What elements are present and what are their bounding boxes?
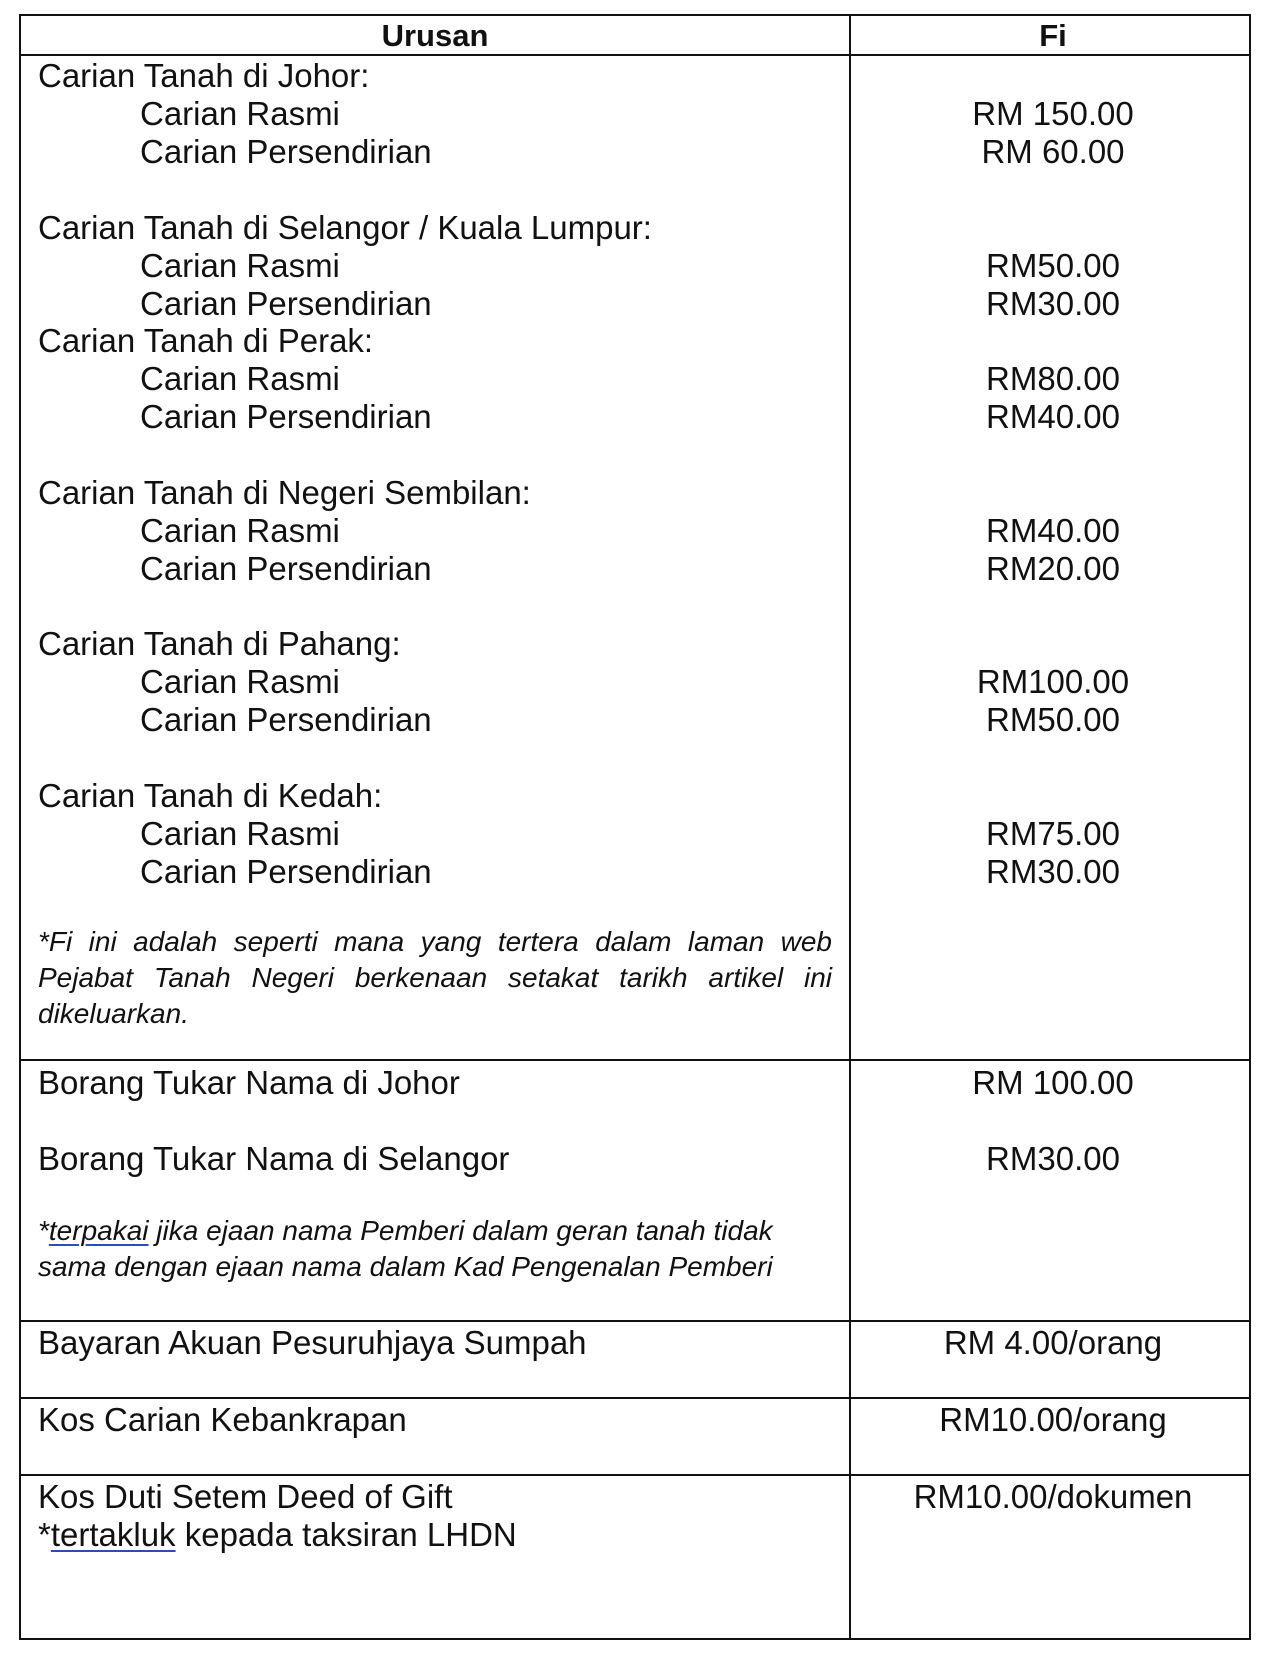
selangor-rasmi: Carian Rasmi	[140, 247, 340, 284]
perak-title: Carian Tanah di Perak:	[38, 322, 374, 359]
kedah-fee-persendirian: RM30.00	[986, 853, 1120, 890]
bankruptcy-label: Kos Carian Kebankrapan	[38, 1401, 407, 1438]
ns-fee-rasmi: RM40.00	[986, 512, 1120, 549]
selangor-persendirian: Carian Persendirian	[140, 285, 432, 322]
land-search-note: *Fi ini adalah seperti mana yang tertera dalam laman web Pejabat Tanah Negeri berkenaan setakat tarikh artikel ini dikeluarkan.	[38, 926, 832, 1029]
row-divider	[21, 1320, 1249, 1322]
pahang-fee-rasmi: RM100.00	[976, 663, 1130, 700]
perak-fee-persendirian: RM40.00	[986, 398, 1120, 435]
kedah-fee-rasmi: RM75.00	[986, 815, 1120, 852]
stamp-duty-fee: RM10.00/dokumen	[913, 1478, 1193, 1515]
selangor-title: Carian Tanah di Selangor / Kuala Lumpur:	[38, 209, 652, 246]
ns-title: Carian Tanah di Negeri Sembilan:	[38, 474, 531, 511]
pahang-title: Carian Tanah di Pahang:	[38, 625, 401, 662]
kedah-rasmi: Carian Rasmi	[140, 815, 340, 852]
fee-table	[19, 14, 1251, 1640]
bankruptcy-fee: RM10.00/orang	[939, 1401, 1167, 1438]
header-urusan: Urusan	[381, 18, 489, 53]
note-asterisk: *	[38, 1516, 51, 1553]
johor-fee-rasmi: RM 150.00	[972, 95, 1134, 132]
selangor-fee-persendirian: RM30.00	[986, 285, 1120, 322]
pahang-rasmi: Carian Rasmi	[140, 663, 340, 700]
oath-fee-value: RM 4.00/orang	[943, 1324, 1163, 1361]
perak-rasmi: Carian Rasmi	[140, 360, 340, 397]
name-change-johor: Borang Tukar Nama di Johor	[38, 1064, 460, 1101]
stamp-duty-label: Kos Duti Setem Deed of Gift	[38, 1478, 453, 1515]
name-change-selangor-fee: RM30.00	[986, 1140, 1120, 1177]
row-divider	[21, 1397, 1249, 1399]
selangor-fee-rasmi: RM50.00	[986, 247, 1120, 284]
johor-rasmi: Carian Rasmi	[140, 95, 340, 132]
kedah-persendirian: Carian Persendirian	[140, 853, 432, 890]
johor-title: Carian Tanah di Johor:	[38, 57, 370, 94]
note-asterisk: *	[38, 1215, 49, 1246]
stamp-duty-note	[38, 1515, 517, 1555]
note-rest: jika ejaan nama Pemberi dalam geran tanah tidak sama dengan ejaan nama dalam Kad Pengenalan Pemberi	[38, 1215, 773, 1282]
pahang-fee-persendirian: RM50.00	[986, 701, 1120, 738]
row-divider	[21, 1059, 1249, 1061]
ns-persendirian: Carian Persendirian	[140, 550, 432, 587]
note-rest: kepada taksiran LHDN	[175, 1516, 517, 1553]
perak-fee-rasmi: RM80.00	[986, 360, 1120, 397]
kedah-title: Carian Tanah di Kedah:	[38, 777, 383, 814]
name-change-selangor: Borang Tukar Nama di Selangor	[38, 1140, 510, 1177]
tertakluk-link[interactable]: tertakluk	[50, 1516, 176, 1553]
ns-rasmi: Carian Rasmi	[140, 512, 340, 549]
perak-persendirian: Carian Persendirian	[140, 398, 432, 435]
terpakai-link[interactable]: terpakai	[48, 1215, 149, 1246]
johor-persendirian: Carian Persendirian	[140, 133, 432, 170]
oath-fee-label: Bayaran Akuan Pesuruhjaya Sumpah	[38, 1324, 587, 1361]
johor-fee-persendirian: RM 60.00	[981, 133, 1125, 170]
name-change-note	[38, 1213, 828, 1285]
header-fi: Fi	[1039, 18, 1067, 53]
pahang-persendirian: Carian Persendirian	[140, 701, 432, 738]
name-change-johor-fee: RM 100.00	[972, 1064, 1134, 1101]
row-divider	[21, 1474, 1249, 1476]
ns-fee-persendirian: RM20.00	[986, 550, 1120, 587]
